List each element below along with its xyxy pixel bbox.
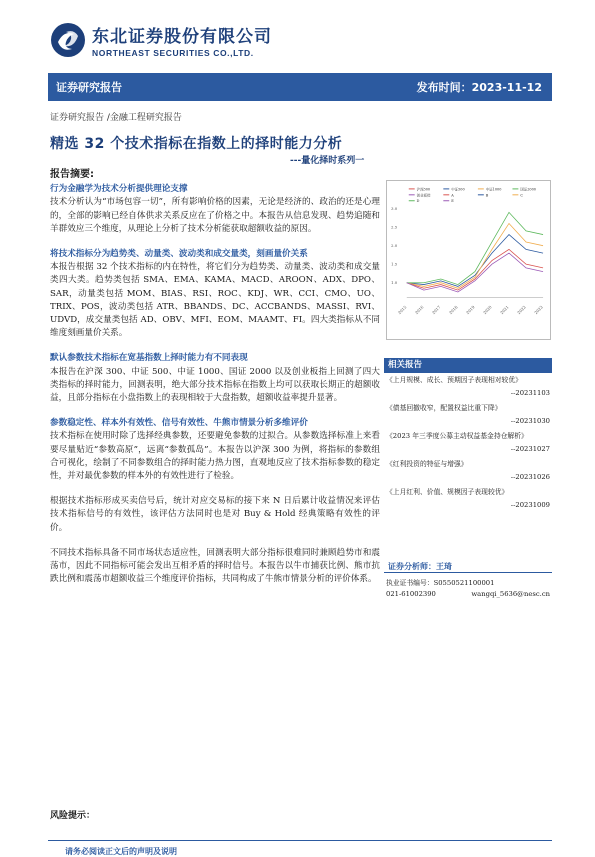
report-type: 证券研究报告 (56, 81, 122, 94)
analyst-heading: 证券分析师：王琦 (384, 560, 552, 573)
related-report-date: --20231009 (510, 501, 550, 509)
related-reports-list (386, 376, 550, 516)
company-name-cn: 东北证券股份有限公司 (92, 27, 272, 47)
analyst-cert: 执业证书编号：S0550521100001 (386, 579, 495, 587)
x-tick-label: 2019 (464, 304, 476, 316)
analyst-email[interactable]: wangqi_5636@nesc.cn (471, 590, 550, 598)
summary-paragraph: 不同技术指标具备不同市场状态适应性，回测表明大部分指标很难同时兼顾趋势市和震荡市，因此不同指标可能会发出互相矛盾的择时信号。本报告以牛市捕获比例、熊市抗跌比例和震荡市超额收益三个维度评价指标，共同构成了牛熊市情景分析的评价体系。 (50, 547, 380, 585)
summary-title: 报告摘要: (50, 169, 94, 180)
series-line (407, 212, 543, 284)
related-report-date: --20231026 (510, 473, 550, 481)
legend-label: 沪深300 (416, 187, 431, 192)
summary-paragraph: 根据技术指标形成买卖信号后，统计对应交易标的接下来 N 日后累计收益情况来评估技术指标信号的有效性，该评估方法同时也是对 Buy & Hold 经典策略有效性的评价。 (50, 496, 380, 533)
x-tick-label: 2020 (482, 304, 493, 316)
section-heading: 将技术指标分为趋势类、动量类、波动类和成交量类，刻画量价关系 (50, 249, 308, 260)
related-report-title: 《红利投资的特征与增强》 (386, 460, 468, 468)
y-tick-label: 1.5 (390, 261, 398, 267)
section-text: 技术分析认为“市场包容一切”，所有影响价格的因素，无论是经济的、政治的还是心理的，全部的影响已经自体供求关系反应在了价格之中。本报告从信息发现、趋势追随和羊群效应三个维度，从理论上分析了技术分析能获取超额收益的原因。 (50, 197, 380, 234)
section-heading: 默认参数技术指标在宽基指数上择时能力有不同表现 (50, 353, 248, 364)
related-report-date: --20231103 (510, 389, 550, 397)
section-heading: 行为金融学为技术分析提供理论支撑 (50, 184, 188, 195)
logo-icon (50, 22, 86, 58)
related-report-title: 《2023 年三季度公募主动权益基金持仓解析》 (386, 432, 528, 440)
analyst-info (386, 578, 550, 600)
performance-chart (386, 180, 551, 340)
section-text: 技术指标在使用时除了选择经典参数，还要避免参数的过拟合。从参数选择标准上来看要尽量贴近“参数高原”，远离“参数孤岛”。本报告以沪深 300 为例，将指标的参数组合可视化，绘制了不同参数组合的择时能力热力图，直观地反应了技术指标参数的稳定性，并对最优参数的样本外的有效性进行了检验。 (50, 431, 380, 482)
risk-heading: 风险提示： (50, 811, 96, 821)
x-tick-label: 2023 (533, 304, 544, 316)
y-tick-label: 1.0 (390, 280, 398, 286)
related-report-date: --20231027 (510, 445, 550, 453)
related-report-title: 《上月红利、价值、规模因子表现较优》 (386, 488, 509, 496)
header-bar (48, 73, 552, 101)
x-tick-label: 2017 (430, 304, 442, 316)
legend-label: C (520, 193, 523, 198)
section-text: 本报告在沪深 300、中证 500、中证 1000、国证 2000 以及创业板指上回测了四大类指标的择时能力，回测表明，绝大部分技术指标在指数上均可以获取长期正的超额收益，且部分指标在小盘指数上的表现相较于大盘指数，超额收益率提升显著。 (50, 366, 380, 404)
legend-label: 创业板指 (416, 193, 431, 198)
legend-label: B (485, 193, 489, 198)
related-report-date: --20231030 (510, 417, 550, 425)
company-logo (50, 22, 272, 58)
related-report[interactable] (386, 376, 550, 398)
legend-label: 中证500 (451, 187, 465, 192)
related-reports-heading: 相关报告 (384, 358, 552, 373)
analyst-phone: 021-61002390 (386, 590, 436, 598)
section-text: 本报告根据 32 个技术指标的内在特性，将它们分为趋势类、动量类、波动类和成交量类四大类。趋势类包括 SMA、EMA、KAMA、MACD、AROON、ADX、DPO、SAR，动量类包括 MOM、BIAS、RSI、ROC、KDJ、WR、CCI、CMO、UO、TRIX、POS，波动类包括 ATR、BBANDS、DC、ACCBANDS、MASSI、RVI、UDVD，成交量类包括 AD、OBV、MFI、EOM、MAAMT、FI。四大类指标从不同维度刻画量价关系。 (50, 262, 380, 339)
company-name-en: NORTHEAST SECURITIES CO.,LTD. (92, 48, 254, 58)
legend-label: D (416, 199, 420, 204)
publish-date: 发布时间：2023-11-12 (416, 81, 542, 94)
breadcrumb: 证券研究报告 /金融工程研究报告 (50, 113, 182, 123)
y-tick-label: 2.5 (390, 224, 398, 230)
related-report-title: 《债基回撤收窄，配置权益比重下降》 (386, 404, 502, 412)
related-report[interactable] (386, 432, 550, 454)
y-tick-label: 3.0 (390, 206, 398, 212)
x-tick-label: 2015 (396, 304, 408, 316)
legend-label: 国证2000 (520, 187, 536, 192)
related-report[interactable] (386, 488, 550, 510)
section-heading: 参数稳定性、样本外有效性、信号有效性、牛熊市情景分析多维评价 (50, 418, 308, 429)
footer-disclaimer: 请务必阅读正文后的声明及说明 (65, 847, 177, 856)
report-title: 精选 32 个技术指标在指数上的择时能力分析 (50, 136, 343, 152)
y-tick-label: 2.0 (390, 243, 398, 249)
x-tick-label: 2016 (413, 304, 425, 316)
related-report-title: 《上月规模、成长、预期因子表现相对较优》 (386, 376, 522, 384)
related-report[interactable] (386, 404, 550, 426)
series-line (407, 253, 543, 292)
x-tick-label: 2021 (499, 304, 510, 316)
legend-label: A (451, 193, 454, 198)
legend-label: E (451, 199, 454, 204)
summary-column (50, 168, 380, 590)
x-tick-label: 2022 (516, 304, 527, 316)
footer-divider (48, 840, 552, 841)
x-tick-label: 2018 (447, 304, 459, 316)
legend-label: 中证1000 (485, 187, 502, 192)
related-report[interactable] (386, 460, 550, 482)
report-subtitle: ---量化择时系列一 (290, 156, 365, 166)
